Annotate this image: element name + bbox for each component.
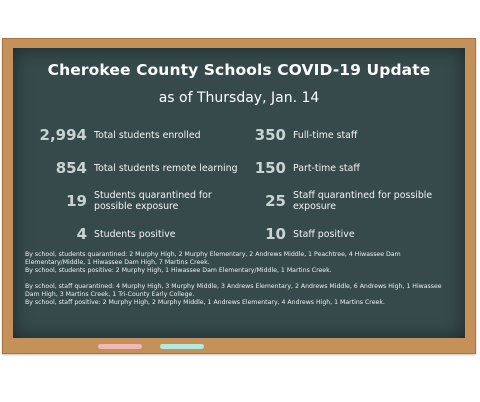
chalkboard xyxy=(13,48,465,338)
page-subtitle: as of Thursday, Jan. 14 xyxy=(158,90,320,106)
stat-value: 25 xyxy=(265,192,286,210)
stat-label: Total students remote learning xyxy=(94,162,238,174)
stat-label: Students positive xyxy=(94,228,176,240)
note-students-positive: By school, students positive: 2 Murphy High, 1 Hiwassee Dam Elementary/Middle, 1 Martins Creek. xyxy=(25,267,332,274)
note-staff-quarantined: By school, staff quarantined: 4 Murphy High, 3 Murphy Middle, 3 Andrews Elementary, 2 Andrews Middle, 6 Andrews High, 1 Hiwassee Dam High, 3 Martins Creek, 1 Tri-County Early College. xyxy=(25,283,442,298)
note-staff-positive: By school, staff positive: 2 Murphy High, 2 Murphy Middle, 1 Andrews Elementary, 4 Andrews High, 1 Martins Creek. xyxy=(25,299,385,306)
stat-label: Staff positive xyxy=(293,228,355,240)
stat-students-positive xyxy=(13,225,224,243)
stat-label: Students quarantined for possible exposure xyxy=(94,190,212,212)
stat-staff-quarantined xyxy=(239,190,453,212)
page-title: Cherokee County Schools COVID-19 Update xyxy=(47,61,431,79)
stat-label: Total students enrolled xyxy=(94,129,201,141)
chalkboard-frame xyxy=(2,38,476,354)
stat-value: 10 xyxy=(265,225,286,243)
stat-fulltime-staff xyxy=(239,126,443,144)
note-students-quarantined: By school, students quarantined: 2 Murphy High, 2 Murphy Elementary, 2 Andrews Middle, 1 Peachtree, 4 Hiwassee Dam Elementary/Middle, 1 Hiwassee Dam High, 7 Martins Creek. xyxy=(25,251,401,266)
stat-value: 150 xyxy=(254,159,286,177)
stat-students-quarantined xyxy=(13,190,219,212)
stat-value: 854 xyxy=(55,159,87,177)
stat-staff-positive xyxy=(239,225,443,243)
stat-value: 350 xyxy=(254,126,286,144)
school-breakdown-notes xyxy=(25,251,455,307)
stat-label: Staff quarantined for possible exposure xyxy=(293,190,433,212)
pink-chalk xyxy=(98,344,142,349)
stat-label: Part-time staff xyxy=(293,162,360,174)
stat-students-enrolled xyxy=(13,126,224,144)
stat-value: 4 xyxy=(76,225,87,243)
stat-value: 2,994 xyxy=(39,126,87,144)
stat-parttime-staff xyxy=(239,159,443,177)
stat-value: 19 xyxy=(66,192,87,210)
green-chalk xyxy=(160,344,204,349)
stat-label: Full-time staff xyxy=(293,129,358,141)
stat-students-remote xyxy=(13,159,244,177)
